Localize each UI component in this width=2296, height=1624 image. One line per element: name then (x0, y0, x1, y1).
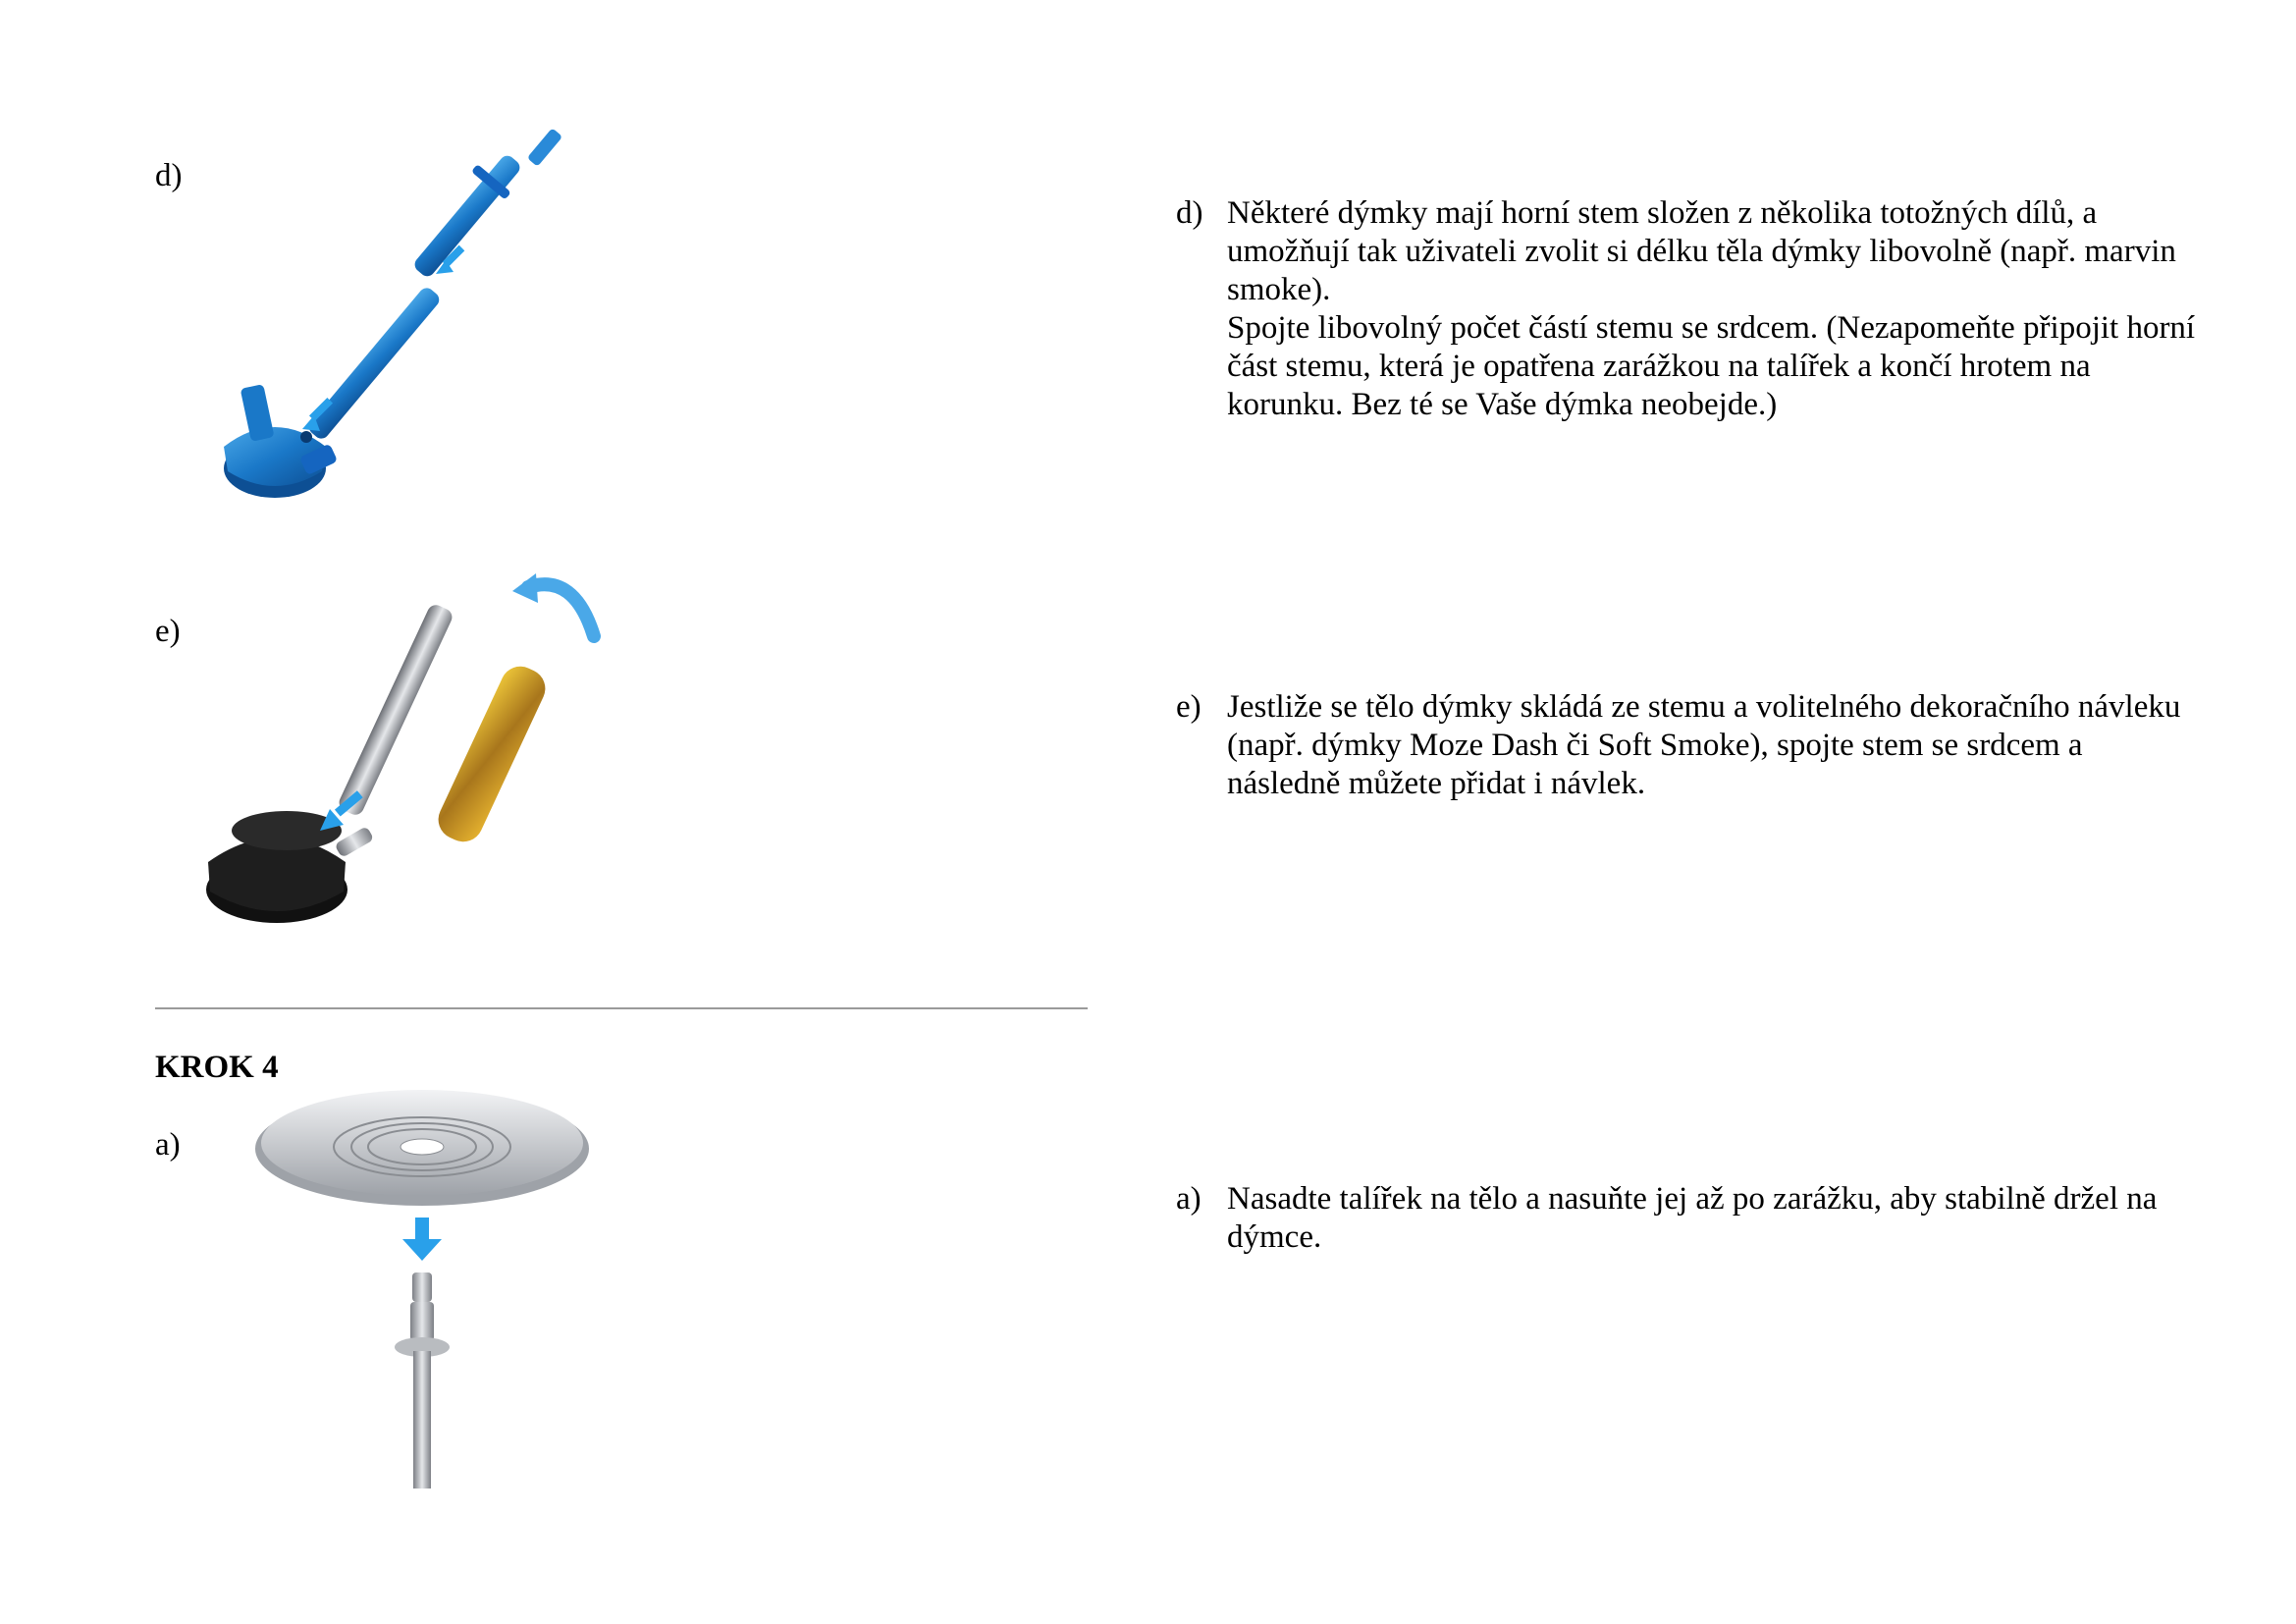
krok4-a-label: a) (1176, 1181, 1201, 1217)
blue-hookah-stem-illustration (206, 123, 618, 535)
step-d-paragraph-1: Některé dýmky mají horní stem složen z několika totožných dílů, a umožňují tak uživateli zvolit si délku těla dýmky libovolně (např. marvin smoke). (1227, 195, 2176, 307)
step-d-marker: d) (155, 158, 183, 193)
step-e-marker: e) (155, 614, 181, 649)
krok4-heading: KROK 4 (155, 1050, 279, 1085)
krok4-a-marker: a) (155, 1127, 181, 1163)
section-divider (155, 1007, 1088, 1009)
step-e-paragraph-1: Jestliže se tělo dýmky skládá ze stemu a volitelného dekoračního návleku (např. dýmky Moze Dash či Soft Smoke), spojte stem se srdcem a následně můžete přidat i návlek. (1227, 689, 2181, 801)
step-d-paragraph-2: Spojte libovolný počet částí stemu se srdcem. (Nezapomeňte připojit horní část stemu, která je opatřena zarážkou na talířek a končí hrotem na korunku. Bez té se Vaše dýmka neobejde.) (1227, 310, 2196, 422)
step-e-label: e) (1176, 689, 1201, 725)
plate-on-stem-illustration (255, 1080, 599, 1492)
krok4-a-description (1176, 1180, 2197, 1257)
step-d-label: d) (1176, 195, 1203, 231)
step-d-description (1176, 194, 2197, 424)
step-e-description (1176, 688, 2197, 803)
krok4-a-paragraph-1: Nasadte talířek na tělo a nasuňte jej až po zarážku, aby stabilně držel na dýmce. (1227, 1181, 2158, 1255)
steel-stem-sleeve-illustration (196, 568, 618, 950)
